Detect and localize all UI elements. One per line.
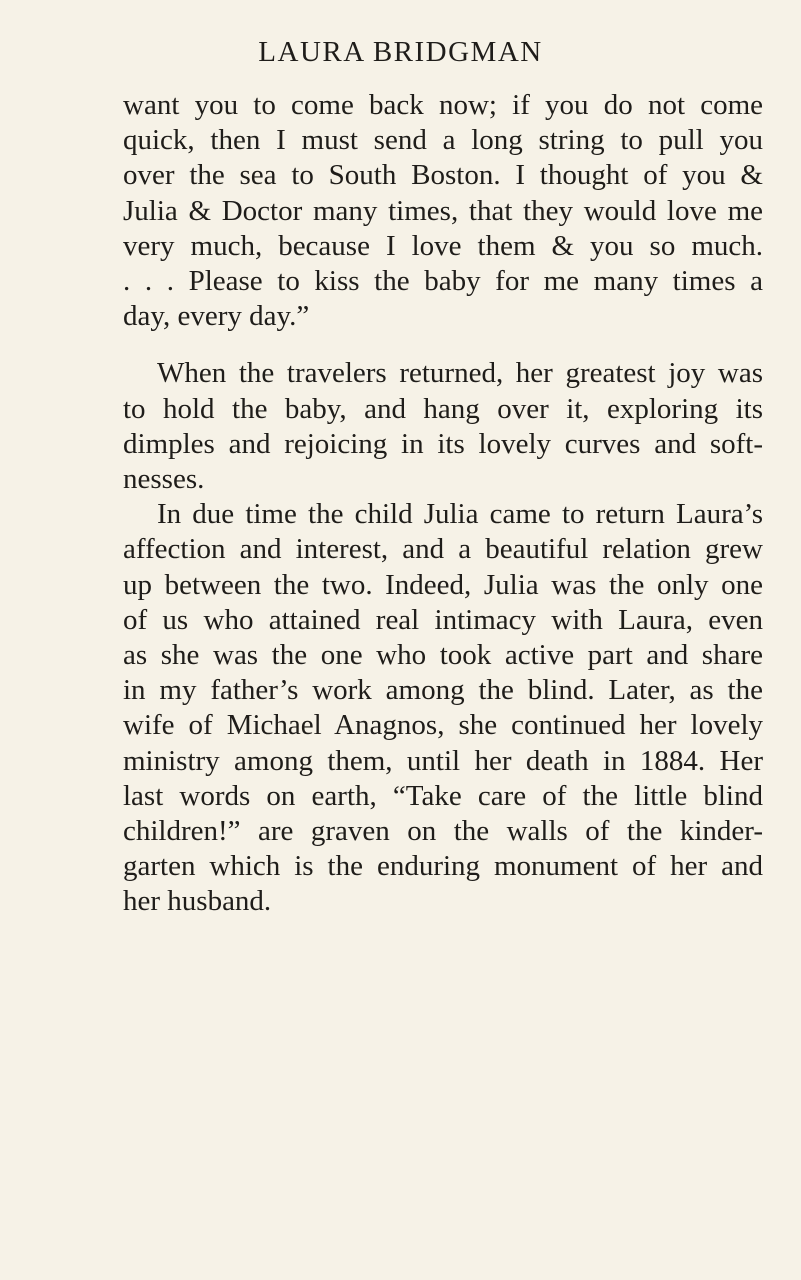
text-line: over the sea to South Boston. I thought of you & — [123, 159, 763, 192]
text-line: up between the two. Indeed, Julia was the only one — [123, 568, 763, 601]
paragraph-spacer — [123, 334, 763, 356]
text-line: quick, then I must send a long string to pull you — [123, 124, 763, 157]
text-line: dimples and rejoicing in its lovely curves and soft- — [123, 427, 763, 460]
paragraph-julia — [123, 497, 763, 919]
text-line: children!” are graven on the walls of the kinder- — [123, 815, 763, 848]
text-line: In due time the child Julia came to return Laura’s — [157, 498, 763, 531]
text-line: her husband. — [123, 885, 272, 918]
text-line: Julia & Doctor many times, that they would love me — [123, 194, 763, 227]
text-line: of us who attained real intimacy with Laura, even — [123, 603, 763, 636]
text-line: wife of Michael Anagnos, she continued her lovely — [123, 709, 763, 742]
running-head: LAURA BRIDGMAN — [258, 36, 543, 68]
text-line: want you to come back now; if you do not come — [123, 89, 763, 121]
paragraph-travelers-returned — [123, 356, 763, 497]
body-text — [123, 88, 763, 920]
text-line: very much, because I love them & you so much. — [123, 229, 763, 262]
paragraph-letter-continuation — [123, 88, 763, 334]
text-line: garten which is the enduring monument of her and — [123, 850, 763, 883]
text-line: as she was the one who took active part and share — [123, 639, 763, 672]
text-line: When the travelers returned, her greatest joy was — [157, 357, 763, 390]
text-line: in my father’s work among the blind. Later, as the — [123, 674, 763, 707]
text-line: ministry among them, until her death in 1884. Her — [123, 744, 763, 777]
text-line: day, every day.” — [123, 300, 310, 333]
text-line: last words on earth, “Take care of the little blind — [123, 779, 763, 812]
text-line: . . . Please to kiss the baby for me many times a — [123, 265, 763, 298]
text-line: affection and interest, and a beautiful relation grew — [123, 533, 763, 566]
text-line: nesses. — [123, 463, 205, 496]
text-line: to hold the baby, and hang over it, exploring its — [123, 392, 763, 425]
